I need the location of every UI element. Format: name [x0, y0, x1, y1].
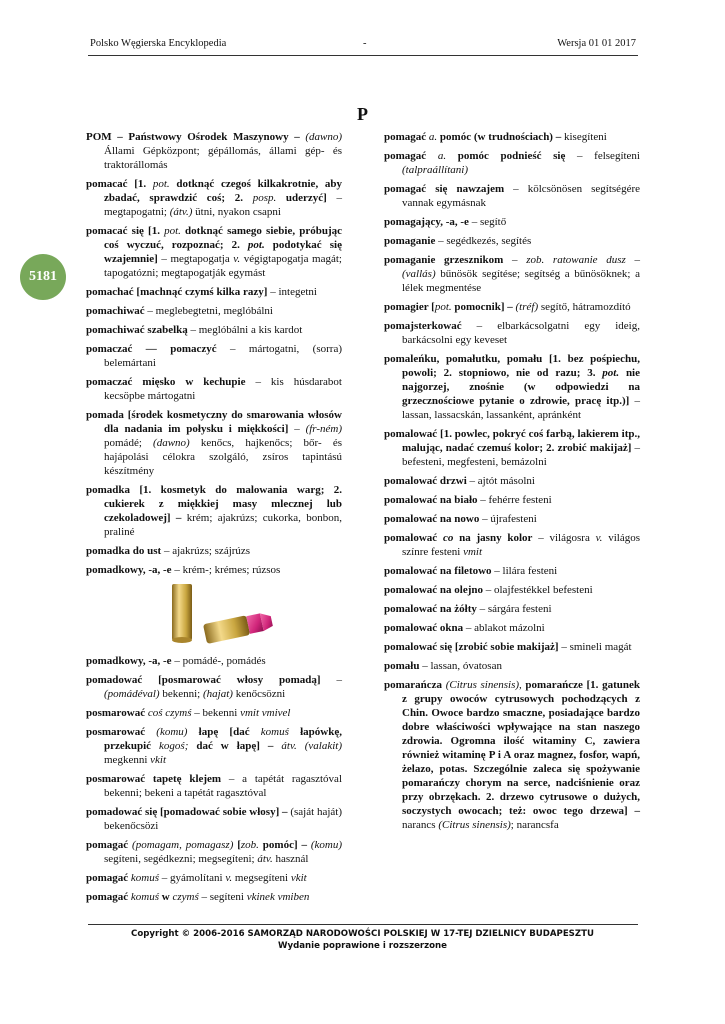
entry-headword: łapę [dać	[187, 726, 261, 738]
entry-text: – segíteni	[198, 891, 247, 903]
dictionary-entry	[384, 300, 640, 314]
entry-text: komuś	[260, 726, 289, 738]
entry-text: narancs	[402, 819, 439, 831]
entry-headword: pomagać się nawzajem	[384, 183, 505, 195]
right-entries	[384, 130, 640, 832]
dictionary-entry	[86, 544, 342, 558]
dictionary-entry	[384, 493, 640, 507]
entry-text: pot.	[152, 178, 170, 190]
entry-headword: pomagier [	[384, 301, 435, 313]
entry-text: (pomádéval)	[104, 688, 160, 700]
entry-text: – krém-; krémes; rúzsos	[171, 564, 281, 576]
entry-text: segítő, hátramozdító	[538, 301, 631, 313]
entry-headword: pomóc podnieść się	[446, 150, 566, 162]
entry-text: átv. (valakit)	[281, 740, 342, 752]
dictionary-entry	[384, 583, 640, 597]
entry-headword: pomagać	[86, 839, 133, 851]
dictionary-entry	[86, 673, 342, 701]
entry-text: v.	[233, 253, 241, 265]
dictionary-entry	[384, 234, 640, 248]
entry-text: – fehérre festeni	[477, 494, 552, 506]
entry-headword: pomachać [machnąć czymś kilka razy]	[86, 286, 268, 298]
entry-text: bűnösök segítése; segítség a bűnösöknek; a lélek megmentése	[402, 268, 640, 294]
entry-headword: łapówkę, przekupić	[104, 726, 342, 752]
entry-headword: pomóc (w trudnościach) –	[437, 131, 562, 143]
entry-headword: posmarować	[86, 726, 157, 738]
header-separator: -	[363, 38, 367, 49]
header-title: Polsko Węgierska Encyklopedia	[90, 38, 227, 49]
dictionary-entry	[384, 640, 640, 654]
entry-text: – megtapogatja	[157, 253, 234, 265]
entry-text: segíteni, segédkezni; megsegíteni;	[104, 853, 258, 865]
entry-headword: pomadka [1. kosmetyk do malowania warg; 2. cukierek z miękkiej masy mlecznej lub czekoladowej] –	[86, 484, 342, 524]
entry-text: megsegíteni	[232, 872, 291, 884]
section-letter: P	[357, 104, 368, 124]
dictionary-entry	[384, 678, 640, 832]
entry-text: v.	[225, 872, 233, 884]
dictionary-entry	[86, 285, 342, 299]
entry-headword: pomarańcza	[384, 679, 446, 691]
entry-text: (hajat)	[202, 688, 233, 700]
entry-text: – bekenni	[191, 707, 241, 719]
entry-headword: dotknąć samego siebie, próbując coś wyczuć, rozpoznać; 2.	[104, 225, 342, 251]
entry-headword: pomalować na żółty	[384, 603, 477, 615]
entry-text: megkenni	[104, 754, 151, 766]
entry-text: (Citrus sinensis),	[445, 679, 522, 691]
entry-text: – lilára festeni	[491, 565, 558, 577]
entry-headword: pomachiwać	[86, 305, 145, 317]
dictionary-entry	[384, 149, 640, 177]
dictionary-entry	[86, 323, 342, 337]
entry-text: a.	[428, 131, 438, 143]
dictionary-entry	[86, 772, 342, 800]
entry-headword: pomału	[384, 660, 420, 672]
entry-headword: pomagać	[86, 872, 131, 884]
entry-headword: pomalować [1. powlec, pokryć coś farbą, lakierem itp., malując, nadać czemuś kolor; 2. zrobić makijaż]	[384, 428, 640, 454]
dictionary-entry	[86, 890, 342, 904]
entry-text: pot.	[434, 301, 452, 313]
entry-headword: pomachiwać szabelką	[86, 324, 188, 336]
left-entries-top	[86, 130, 342, 577]
entry-headword: pot.	[602, 367, 620, 379]
dictionary-entry	[86, 224, 342, 280]
entry-text: – segítő	[468, 216, 507, 228]
entry-text: – elbarkácsolgatni egy ideig, barkácsolni egy keveset	[402, 320, 640, 346]
dictionary-entry	[384, 474, 640, 488]
entry-headword: pomocnik] –	[451, 301, 513, 313]
entry-text: – gyámolítani	[159, 872, 226, 884]
entry-text: – felsegíteni	[565, 150, 640, 162]
entry-text: (Citrus sinensis)	[438, 819, 511, 831]
entry-text: használ	[272, 853, 309, 865]
entry-headword: pomadować się [pomadować sobie włosy] –	[86, 806, 288, 818]
entry-text: – befesteni, megfesteni, bemázolni	[402, 442, 640, 468]
entry-headword: pomada [środek kosmetyczny do smarowania włosów dla nadania im połysku i miękkości]	[86, 409, 342, 435]
entry-text: ; narancsfa	[510, 819, 559, 831]
entry-text: bekenni;	[159, 688, 203, 700]
entry-headword: uderzyć]	[276, 192, 327, 204]
dictionary-entry	[86, 304, 342, 318]
dictionary-entry	[384, 659, 640, 673]
entry-headword: pomalować się [zrobić sobie makijaż]	[384, 641, 559, 653]
dictionary-entry	[384, 621, 640, 635]
right-column	[384, 130, 640, 837]
entry-headword: pomadka do ust	[86, 545, 162, 557]
entry-text: (dawno)	[305, 131, 342, 143]
header-rule	[88, 55, 638, 56]
entry-text: ütni, nyakon csapni	[192, 206, 281, 218]
entry-text: vkit	[290, 872, 307, 884]
entry-headword: pomalować	[384, 532, 443, 544]
entry-text: – sárgára festeni	[476, 603, 552, 615]
entry-headword: pomalować na biało	[384, 494, 478, 506]
entry-text: – integetni	[267, 286, 317, 298]
entry-headword: na jasny kolor	[453, 532, 533, 544]
entry-text: – kis húsdarabot kecsöpbe mártogatni	[104, 376, 342, 402]
entry-text: átv.	[257, 853, 273, 865]
entry-text: krém; ajakrúzs; cukorka, bonbon, praliné	[104, 512, 342, 538]
dictionary-entry	[86, 706, 342, 720]
entry-text: – világosra	[532, 532, 596, 544]
dictionary-entry	[384, 531, 640, 559]
left-entries-bottom	[86, 654, 342, 904]
entry-headword: pomarańcze [1. gatunek z grupy owoców cytrusowych pochodzących z Chin. Owoce bardzo smaczne, posiadające bardzo dobre właściwości wpływające na stan naszego zdrowia. Ogromna ilość witaminy C, zawiera również witaminę P i A oraz magnez, fosfor, wapń, żelazo, potas. Szczególnie zaleca się spożywanie pomarańczy chorym na serce, nadciśnienie oraz przy obrzękach. 2. drzewo cytrusowe o dużych, soczystych owocach; też: owoc tego drzewa] –	[402, 679, 640, 817]
entry-headword: pomagający, -a, -e	[384, 216, 469, 228]
entry-text: Állami Gépközpont; gépállomás, állami gép- és traktorállomás	[104, 145, 342, 171]
entry-headword: pomaczać — pomaczyć	[86, 343, 217, 355]
entry-headword: posmarować tapetę klejem	[86, 773, 222, 785]
entry-text: (tréf)	[515, 301, 539, 313]
entry-headword: podotykać się wzajemnie]	[104, 239, 342, 265]
entry-text: kenőcs, hajkenőcs; bőr- és hajápolási célokra szolgáló, zsíros tapintású készítmény	[104, 437, 342, 477]
entry-text: (saját haját) bekenőcsözi	[104, 806, 342, 832]
running-header	[90, 38, 636, 54]
entry-headword: posmarować	[86, 707, 148, 719]
entry-text: vkit	[150, 754, 167, 766]
footer-copyright: Copyright © 2006-2016 SAMORZĄD NARODOWOŚCI POLSKIEJ W 17-TEJ DZIELNICY BUDAPESZTU	[131, 929, 594, 939]
entry-headword: pomadkowy, -a, -e	[86, 655, 172, 667]
dictionary-entry	[86, 805, 342, 833]
entry-headword: pomaganie	[384, 235, 436, 247]
entry-headword: pomaganie grzesznikom	[384, 254, 504, 266]
entry-text: – meglóbálni a kis kardot	[187, 324, 303, 336]
entry-text: – ajtót másolni	[466, 475, 535, 487]
entry-text: – kölcsönösen segítségére vannak egymásnak	[402, 183, 640, 209]
entry-text: vmit vmivel	[240, 707, 291, 719]
entry-headword: dotknąć czegoś kilkakrotnie, aby zbadać, sprawdzić coś; 2.	[104, 178, 343, 204]
lipstick-image	[86, 582, 342, 648]
entry-text: –	[288, 423, 306, 435]
entry-headword: pomagać	[86, 891, 131, 903]
entry-text: vmit	[463, 546, 483, 558]
entry-text: – megtapogatni;	[104, 192, 342, 218]
entry-headword: pomajsterkować	[384, 320, 462, 332]
entry-text: – mártogatni, (sorra) belemártani	[104, 343, 342, 369]
dictionary-entry	[86, 408, 342, 478]
entry-text: komuś	[130, 891, 160, 903]
entry-headword: co	[442, 532, 454, 544]
dictionary-entry	[86, 838, 342, 866]
entry-text: – pomádé-, pomádés	[171, 655, 266, 667]
entry-headword: w	[159, 891, 173, 903]
entry-text: – ajakrúzs; szájrúzs	[161, 545, 251, 557]
entry-text: – olajfestékkel befesteni	[483, 584, 593, 596]
entry-text: a.	[437, 150, 447, 162]
dictionary-entry	[384, 215, 640, 229]
entry-text: coś czymś	[147, 707, 192, 719]
lipstick-icon	[164, 582, 274, 648]
entry-headword: pomacać [1.	[86, 178, 153, 190]
page-number: 5181	[29, 269, 57, 284]
dictionary-entry	[384, 427, 640, 469]
entry-headword: nie najgorzej, znośnie (w odpowiedzi na grzecznościowe pytanie o zdrowie, pracę itp.)]	[402, 367, 640, 407]
entry-text: – lassan, óvatosan	[419, 660, 502, 672]
entry-headword: POM – Państwowy Ośrodek Maszynowy –	[86, 131, 306, 143]
entry-text: – segédkezés, segítés	[435, 235, 532, 247]
entry-text: kenőcsözni	[232, 688, 286, 700]
entry-text: komuś	[130, 872, 160, 884]
header-version: Wersja 01 01 2017	[557, 38, 636, 49]
footer-edition: Wydanie poprawione i rozszerzone	[277, 941, 447, 951]
entry-text: pomádé;	[104, 437, 154, 449]
entry-text: – ablakot mázolni	[463, 622, 545, 634]
dictionary-entry	[86, 177, 342, 219]
entry-headword: pomalować okna	[384, 622, 464, 634]
entry-text: posp.	[252, 192, 277, 204]
entry-text: – meglebegtetni, meglóbálni	[144, 305, 273, 317]
entry-headword: pomaczać mięsko w kechupie	[86, 376, 246, 388]
entry-text: kogoś;	[159, 740, 189, 752]
entry-text: (talpraállítani)	[402, 164, 468, 176]
entry-text: (dawno)	[153, 437, 190, 449]
entry-headword: pomóc] –	[258, 839, 311, 851]
entry-headword: dać w łapę] –	[188, 740, 282, 752]
dictionary-entry	[384, 319, 640, 347]
dictionary-entry	[384, 130, 640, 144]
entry-headword: pot.	[247, 239, 265, 251]
footer-rule	[88, 924, 638, 925]
entry-headword: pomalować na nowo	[384, 513, 480, 525]
entry-text: – a tapétát ragasztóval bekenni; bekeni a tapétát ragasztóval	[104, 773, 342, 799]
entry-headword: pomagać	[384, 150, 438, 162]
dictionary-entry	[86, 483, 342, 539]
entry-text: zob. ratowanie dusz – (vallás)	[402, 254, 640, 280]
entry-text: – smineli magát	[558, 641, 632, 653]
dictionary-entry	[86, 130, 342, 172]
dictionary-entry	[86, 654, 342, 668]
entry-headword: pomalować drzwi	[384, 475, 467, 487]
dictionary-entry	[384, 564, 640, 578]
entry-text: vkinek vmiben	[246, 891, 310, 903]
left-column	[86, 130, 342, 909]
dictionary-entry	[86, 871, 342, 885]
entry-text: világos színre festeni	[402, 532, 640, 558]
entry-text: (fr-ném)	[305, 423, 342, 435]
dictionary-entry	[384, 512, 640, 526]
dictionary-entry	[384, 602, 640, 616]
entry-headword: pomadować [posmarować włosy pomadą]	[86, 674, 321, 686]
dictionary-entry	[86, 342, 342, 370]
entry-text: (átv.)	[169, 206, 193, 218]
entry-text: (pomagam, pomagasz)	[132, 839, 234, 851]
entry-text: –	[320, 674, 342, 686]
entry-text: v.	[595, 532, 603, 544]
dictionary-entry	[86, 375, 342, 403]
entry-text: zob.	[240, 839, 259, 851]
footer	[0, 928, 725, 952]
dictionary-entry	[384, 253, 640, 295]
entry-text: pot.	[164, 225, 181, 237]
entry-text: – újrafesteni	[479, 513, 537, 525]
entry-text: –	[503, 254, 527, 266]
entry-headword: pomacać się [1.	[86, 225, 165, 237]
dictionary-entry	[86, 563, 342, 577]
entry-headword: pomaleńku, pomałutku, pomału [1. bez pośpiechu, powoli; 2. stopniowo, nie od razu; 3.	[384, 353, 640, 379]
page-number-badge	[20, 254, 66, 300]
dictionary-entry	[384, 182, 640, 210]
entry-text: (komu)	[156, 726, 188, 738]
entry-text: végigtapogatja magát; tapogatózni; megtapogatják egymást	[104, 253, 342, 279]
entry-headword: pomagać	[384, 131, 429, 143]
entry-headword: [	[233, 839, 241, 851]
dictionary-entry	[384, 352, 640, 422]
entry-headword: pomalować na olejno	[384, 584, 483, 596]
entry-headword: pomalować na filetowo	[384, 565, 492, 577]
dictionary-entry	[86, 725, 342, 767]
entry-text: (komu)	[310, 839, 342, 851]
entry-text: kisegíteni	[561, 131, 607, 143]
entry-text: – lassan, lassacskán, lassanként, apránként	[402, 395, 641, 421]
entry-headword: pomadkowy, -a, -e	[86, 564, 172, 576]
entry-text: czymś	[172, 891, 199, 903]
